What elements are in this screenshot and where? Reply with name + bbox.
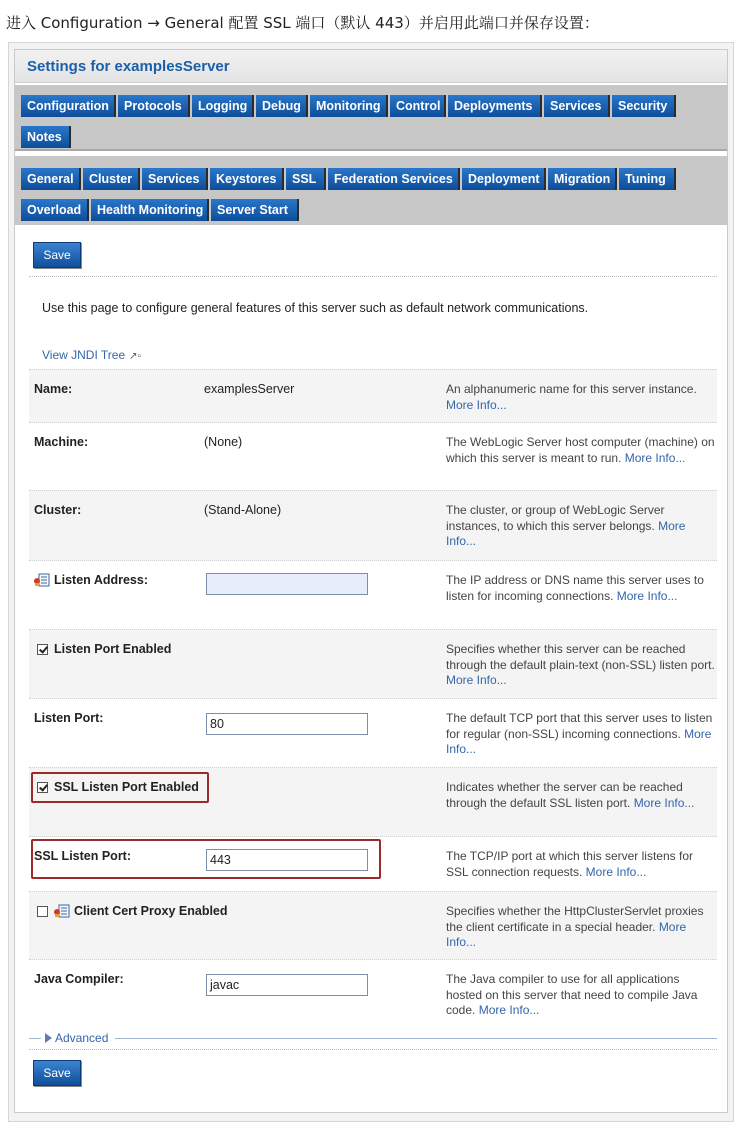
tab-monitoring[interactable]: Monitoring: [310, 95, 388, 117]
listen-port-desc: [446, 711, 716, 758]
listen-address-desc: [446, 573, 716, 604]
subtab-server-start[interactable]: Server Start: [211, 199, 299, 221]
advanced-rule-right: [115, 1038, 717, 1039]
row-cluster: [29, 490, 717, 561]
save-button-top[interactable]: Save: [33, 242, 81, 268]
tab-services[interactable]: Services: [544, 95, 610, 117]
row-listen-port-enabled: [29, 629, 717, 699]
ssl-listen-port-label: SSL Listen Port:: [34, 849, 132, 863]
java-compiler-desc-text: The Java compiler to use for all applications hosted on this server that need to compile Java code.: [446, 972, 698, 1017]
more-info-link[interactable]: More Info...: [446, 919, 687, 949]
client-cert-proxy-desc-text: Specifies whether the HttpClusterServlet proxies the client certificate in a special header.: [446, 904, 704, 934]
client-cert-proxy-checkbox[interactable]: [37, 906, 48, 917]
machine-desc: [446, 435, 716, 466]
ssl-listen-port-enabled-desc-text: Indicates whether the server can be reached through the default SSL listen port.: [446, 780, 683, 810]
subtab-migration[interactable]: Migration: [548, 168, 617, 190]
instruction-caption: 进入 Configuration → General 配置 SSL 端口（默认 443）并启用此端口并保存设置：: [6, 14, 599, 32]
subtab-overload[interactable]: Overload: [21, 199, 89, 221]
subtab-deployment[interactable]: Deployment: [462, 168, 546, 190]
intro-text: Use this page to configure general features of this server such as default network communications.: [42, 301, 589, 315]
advanced-toggle[interactable]: [29, 1031, 717, 1045]
save-button-bottom[interactable]: Save: [33, 1060, 81, 1086]
panel-titlebar: [15, 50, 727, 83]
subtab-ssl[interactable]: SSL: [286, 168, 326, 190]
tab-protocols[interactable]: Protocols: [118, 95, 190, 117]
more-info-link[interactable]: More Info...: [478, 1003, 540, 1017]
divider: [29, 1049, 717, 1050]
name-desc: [446, 382, 716, 413]
tab-debug[interactable]: Debug: [256, 95, 308, 117]
row-listen-address: [29, 560, 717, 630]
cluster-value: (Stand-Alone): [204, 503, 282, 517]
advanced-label: Advanced: [55, 1031, 109, 1045]
subtab-general[interactable]: General: [21, 168, 81, 190]
client-cert-proxy-label: Client Cert Proxy Enabled: [74, 904, 228, 918]
machine-value: (None): [204, 435, 243, 449]
more-info-link[interactable]: More Info...: [633, 795, 695, 810]
more-info-link[interactable]: More Info...: [585, 864, 647, 879]
row-machine: [29, 422, 717, 491]
tab-deployments[interactable]: Deployments: [448, 95, 542, 117]
highlight-ssl-enabled: [31, 772, 209, 803]
ssl-listen-port-desc: [446, 849, 716, 880]
advanced-rule-left: [29, 1038, 41, 1039]
java-compiler-desc: [446, 972, 716, 1019]
ssl-listen-port-input[interactable]: 443: [206, 849, 368, 871]
more-info-link[interactable]: More Info...: [446, 397, 507, 412]
java-compiler-input[interactable]: javac: [206, 974, 368, 996]
more-info-link[interactable]: More Info...: [616, 588, 678, 603]
listen-port-label: Listen Port:: [34, 711, 104, 725]
subtab-tuning[interactable]: Tuning: [619, 168, 676, 190]
subtab-cluster[interactable]: Cluster: [83, 168, 140, 190]
ssl-listen-port-enabled-label: SSL Listen Port Enabled: [54, 780, 199, 794]
cluster-label: Cluster:: [34, 503, 82, 517]
tab-control[interactable]: Control: [390, 95, 446, 117]
more-info-link[interactable]: More Info...: [446, 726, 712, 756]
top-tab-bar: [15, 85, 727, 151]
more-info-link[interactable]: More Info...: [624, 450, 686, 465]
listen-port-enabled-desc: [446, 642, 716, 689]
view-jndi-tree-link[interactable]: [42, 348, 141, 362]
tab-security[interactable]: Security: [612, 95, 676, 117]
subtab-keystores[interactable]: Keystores: [210, 168, 284, 190]
panel-title: Settings for examplesServer: [27, 58, 230, 75]
subtab-services[interactable]: Services: [142, 168, 208, 190]
listen-port-enabled-desc-text: Specifies whether this server can be reached through the default plain-text (non-SSL) listen port.: [446, 642, 715, 672]
more-info-link[interactable]: More Info...: [446, 673, 507, 687]
name-desc-text: An alphanumeric name for this server instance.: [446, 382, 697, 396]
listen-address-desc-text: The IP address or DNS name this server uses to listen for incoming connections.: [446, 573, 704, 603]
subtab-federation-services[interactable]: Federation Services: [328, 168, 460, 190]
key-doc-icon: [33, 573, 51, 587]
ssl-listen-port-desc-text: The TCP/IP port at which this server listens for SSL connection requests.: [446, 849, 693, 879]
tab-configuration[interactable]: Configuration: [21, 95, 116, 117]
listen-address-input[interactable]: [206, 573, 368, 595]
row-java-compiler: [29, 959, 717, 1028]
machine-label: Machine:: [34, 435, 89, 449]
listen-address-label: Listen Address:: [54, 573, 149, 587]
client-cert-proxy-desc: [446, 904, 716, 951]
subtab-health-monitoring[interactable]: Health Monitoring: [91, 199, 209, 221]
tab-notes[interactable]: Notes: [21, 126, 71, 148]
row-listen-port: [29, 698, 717, 768]
cluster-desc: [446, 503, 716, 550]
listen-port-desc-text: The default TCP port that this server uses to listen for regular (non-SSL) incoming connections.: [446, 711, 713, 741]
divider: [29, 276, 717, 277]
external-link-icon: ↗▫: [129, 351, 142, 362]
cluster-desc-text: The cluster, or group of WebLogic Server instances, to which this server belongs.: [446, 503, 665, 533]
listen-port-input[interactable]: 80: [206, 713, 368, 735]
tab-logging[interactable]: Logging: [192, 95, 254, 117]
name-value: examplesServer: [204, 382, 295, 396]
listen-port-enabled-checkbox[interactable]: [37, 644, 48, 655]
java-compiler-label: Java Compiler:: [34, 972, 124, 986]
ssl-listen-port-enabled-desc: [446, 780, 716, 811]
expand-triangle-icon: [45, 1033, 52, 1043]
more-info-link[interactable]: More Info...: [446, 518, 686, 548]
key-doc-icon: [53, 904, 71, 918]
machine-desc-text: The WebLogic Server host computer (machine) on which this server is meant to run.: [446, 435, 715, 465]
row-client-cert-proxy: [29, 891, 717, 960]
listen-port-enabled-label: Listen Port Enabled: [54, 642, 172, 656]
name-label: Name:: [34, 382, 73, 396]
settings-panel: [14, 49, 728, 1113]
row-name: [29, 369, 717, 423]
highlight-ssl-port: [31, 839, 381, 879]
jndi-link-label: View JNDI Tree: [42, 348, 126, 362]
sub-tab-bar: [15, 156, 727, 225]
